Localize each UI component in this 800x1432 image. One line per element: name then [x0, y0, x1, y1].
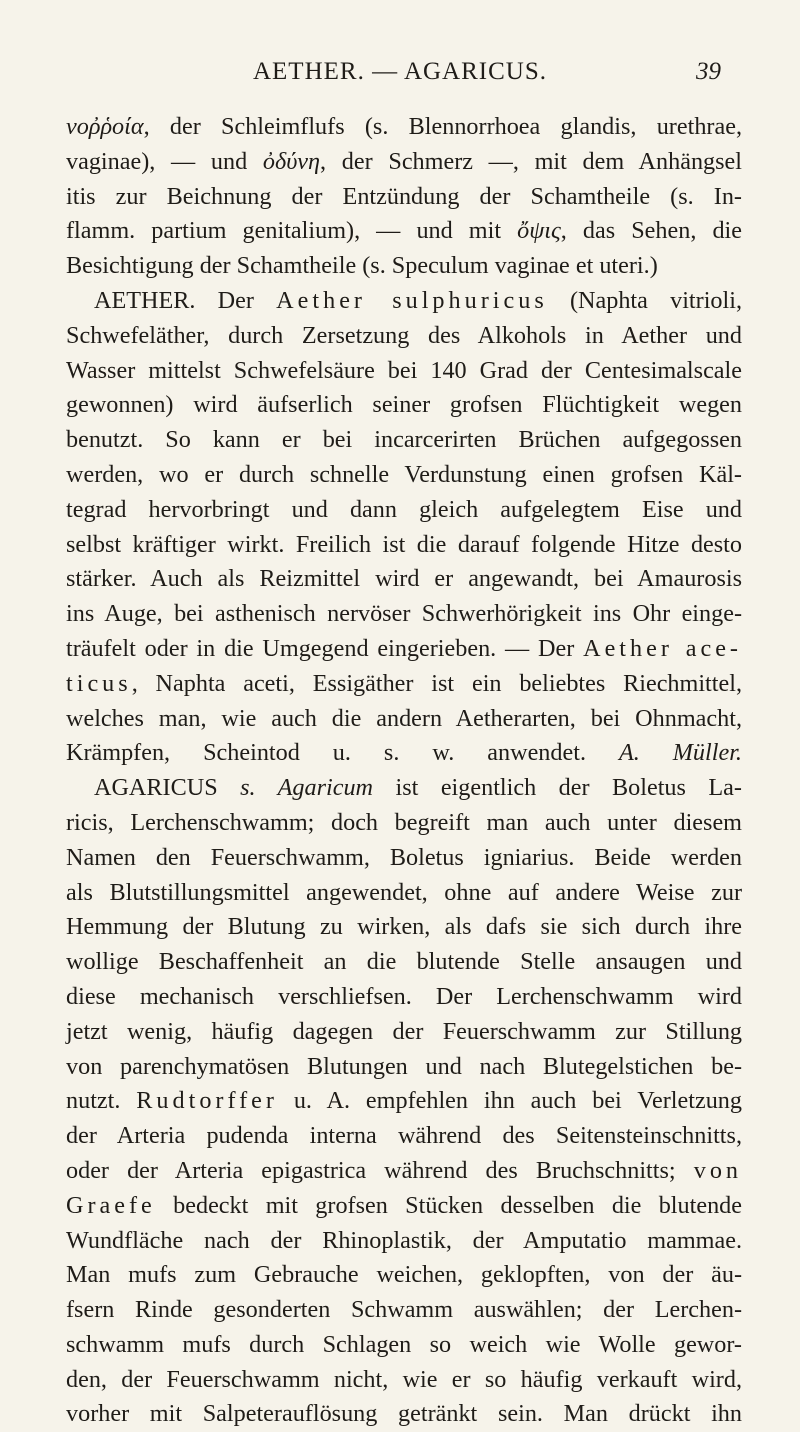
text-segment: Man mufs zum Gebrauche weichen, geklopften, von der äu-	[66, 1261, 742, 1289]
text-segment: der Arteria pudenda interna während des Seitensteinschnitts,	[66, 1122, 742, 1150]
text-segment: ὄψις	[517, 217, 561, 245]
text-segment: von parenchymatösen Blutungen und nach Blutegelstichen be-	[66, 1052, 742, 1080]
text-line	[66, 145, 742, 180]
text-line	[66, 562, 742, 597]
text-segment: Hemmung der Blutung zu wirken, als dafs sie sich durch ihre	[66, 913, 742, 941]
text-line	[66, 945, 742, 980]
text-segment: , Naphta aceti, Essigäther ist ein beliebtes Riechmittel,	[131, 669, 742, 697]
text-segment: von	[693, 1156, 742, 1184]
text-line	[66, 1224, 742, 1259]
text-segment: wollige Beschaffenheit an die blutende Stelle ansaugen und	[66, 948, 742, 976]
running-title: AETHER. — AGARICUS.	[252, 58, 547, 85]
text-segment: ricis, Lerchenschwamm; doch begreift man auch unter diesem	[66, 808, 742, 836]
text-segment: s. Agaricum	[240, 774, 374, 802]
text-segment: ins Auge, bei asthenisch nervöser Schwerhörigkeit ins Ohr einge-	[66, 600, 742, 628]
text-segment: A. Müller.	[618, 739, 742, 767]
text-line	[66, 980, 742, 1015]
text-segment: Rudtorffer	[136, 1087, 278, 1115]
text-segment: flamm. partium genitalium), — und mit	[66, 217, 518, 245]
text-line	[66, 1154, 742, 1189]
text-segment: schwamm mufs durch Schlagen so weich wie Wolle gewor-	[66, 1330, 742, 1358]
text-line	[66, 423, 742, 458]
text-segment: , der Schmerz —, mit dem Anhängsel	[320, 147, 742, 175]
text-line	[66, 597, 742, 632]
text-segment: als Blutstillungsmittel angewendet, ohne auf andere Weise zur	[66, 878, 742, 906]
text-line	[66, 354, 742, 389]
text-segment: , das Sehen, die	[560, 217, 742, 245]
text-segment: fsern Rinde gesonderten Schwamm auswählen; der Lerchen-	[66, 1296, 742, 1324]
text-line	[66, 702, 742, 737]
text-segment: nutzt.	[66, 1087, 137, 1115]
text-segment: (Naphta vitrioli,	[547, 286, 743, 314]
text-line	[66, 214, 742, 249]
text-segment: itis zur Beichnung der Entzündung der Schamtheile (s. In-	[66, 182, 742, 210]
page-header	[0, 52, 800, 92]
text-line	[66, 493, 742, 528]
text-line	[66, 249, 742, 284]
text-segment: benutzt. So kann er bei incarcerirten Brüchen aufgegossen	[66, 426, 742, 454]
text-segment: Krämpfen, Scheintod u. s. w. anwendet.	[66, 739, 619, 767]
text-line	[66, 388, 742, 423]
text-segment: tegrad hervorbringt und dann gleich aufgelegtem Eise und	[66, 495, 742, 523]
text-segment: Aether sulphuricus	[276, 286, 548, 314]
text-segment: welches man, wie auch die andern Aetherarten, bei Ohnmacht,	[66, 704, 742, 732]
text-line	[66, 284, 742, 319]
text-line	[66, 110, 742, 145]
text-segment: , der Schleimflufs (s. Blennorrhoea glandis, urethrae,	[143, 113, 742, 140]
text-segment: Besichtigung der Schamtheile (s. Speculum vaginae et uteri.)	[66, 252, 658, 280]
text-line	[66, 1363, 742, 1398]
text-segment: vaginae), — und	[66, 147, 263, 175]
text-line	[66, 180, 742, 215]
text-segment: oder der Arteria epigastrica während des Bruchschnitts;	[66, 1156, 694, 1184]
text-line	[66, 806, 742, 841]
text-segment: werden, wo er durch schnelle Verdunstung einen grofsen Käl-	[66, 460, 742, 488]
text-line	[66, 632, 742, 667]
text-line	[66, 876, 742, 911]
page-number: 39	[696, 58, 721, 85]
text-segment: bedeckt mit grofsen Stücken desselben die blutende	[155, 1191, 742, 1219]
text-line	[66, 1328, 742, 1363]
text-line	[66, 1293, 742, 1328]
text-segment: u. A. empfehlen ihn auch bei Verletzung	[277, 1087, 742, 1115]
text-line	[66, 458, 742, 493]
text-segment: stärker. Auch als Reizmittel wird er angewandt, bei Amaurosis	[66, 565, 742, 593]
text-line	[66, 1015, 742, 1050]
text-line	[66, 1189, 742, 1224]
text-segment: diese mechanisch verschliefsen. Der Lerchenschwamm wird	[66, 982, 742, 1010]
text-segment: ticus	[66, 669, 132, 697]
text-segment: Aether ace-	[583, 634, 742, 662]
text-segment: jetzt wenig, häufig dagegen der Feuerschwamm zur Stillung	[66, 1017, 742, 1045]
text-segment: ist eigentlich der Boletus La-	[373, 774, 742, 802]
text-segment: Namen den Feuerschwamm, Boletus igniarius. Beide werden	[66, 843, 742, 871]
text-line	[66, 910, 742, 945]
text-line	[66, 528, 742, 563]
text-line	[66, 1050, 742, 1085]
text-segment: Schwefeläther, durch Zersetzung des Alkohols in Aether und	[66, 321, 742, 349]
text-line	[66, 1258, 742, 1293]
text-segment: ὀδύνη	[262, 147, 321, 175]
text-segment: den, der Feuerschwamm nicht, wie er so häufig verkauft wird,	[66, 1365, 742, 1393]
text-segment: vorher mit Salpeterauflösung getränkt sein. Man drückt ihn	[66, 1400, 742, 1428]
text-line	[66, 841, 742, 876]
text-segment: Wasser mittelst Schwefelsäure bei 140 Grad der Centesimalscale	[66, 356, 742, 384]
text-segment: AETHER. Der	[94, 286, 277, 314]
text-segment: gewonnen) wird äufserlich seiner grofsen Flüchtigkeit wegen	[66, 391, 742, 419]
text-line	[66, 1119, 742, 1154]
text-line	[66, 771, 742, 806]
text-segment: träufelt oder in die Umgegend eingerieben. — Der	[66, 634, 584, 662]
text-segment: Graefe	[66, 1191, 156, 1219]
text-segment: νοῤῥοία	[66, 113, 144, 140]
text-line	[66, 736, 742, 771]
text-segment: Wundfläche nach der Rhinoplastik, der Amputatio mammae.	[66, 1226, 742, 1254]
text-line	[66, 319, 742, 354]
text-segment: selbst kräftiger wirkt. Freilich ist die darauf folgende Hitze desto	[66, 530, 742, 558]
text-line	[66, 1084, 742, 1119]
text-line	[66, 667, 742, 702]
body-text	[66, 110, 742, 1432]
text-segment: AGARICUS	[94, 774, 241, 802]
